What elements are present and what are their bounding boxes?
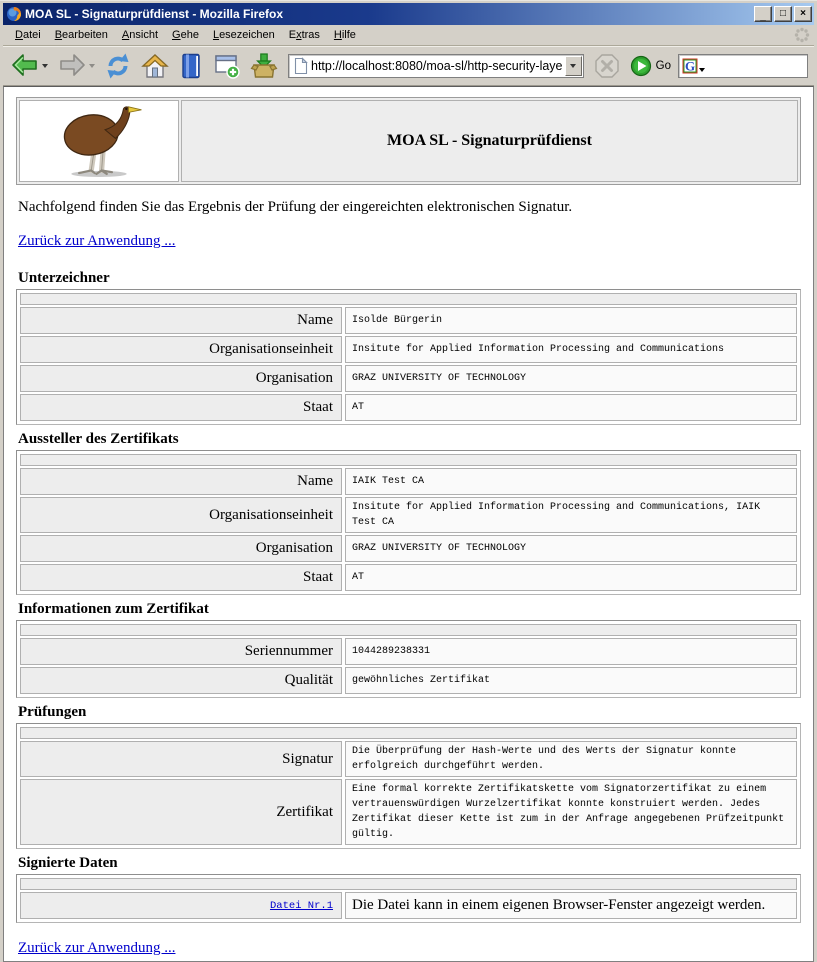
table-row [20,307,797,334]
menubar [3,25,814,46]
reload-button[interactable] [101,49,135,83]
table-row [20,394,797,421]
table-row [20,564,797,591]
section-heading-aussteller: Aussteller des Zertifikats [18,431,179,447]
home-button[interactable] [138,49,172,83]
table-header-strip [20,293,797,305]
stop-button[interactable] [591,50,623,82]
row-label: Organisationseinheit [20,497,342,533]
table-row [20,638,797,665]
table-row [20,497,797,533]
row-label: Staat [20,564,342,591]
url-dropdown-button[interactable] [565,56,582,76]
search-box [678,54,808,78]
google-g-icon [682,58,698,74]
menu-lesezeichen[interactable] [206,26,282,44]
url-input[interactable] [309,59,565,73]
table-signierte-daten [16,874,801,923]
url-bar [288,54,584,78]
go-icon [630,55,652,77]
menu-label: Lesezeichen [212,29,275,41]
menu-label: Datei [15,29,41,41]
table-zertifikat-info [16,620,801,698]
table-unterzeichner [16,289,801,425]
maximize-button[interactable] [774,6,792,22]
table-row [20,468,797,495]
row-value: IAIK Test CA [345,468,797,495]
table-header-strip [20,624,797,636]
table-row [20,667,797,694]
forward-button[interactable] [54,49,98,83]
table-row [20,892,797,919]
table-row [20,741,797,777]
row-label: Organisation [20,535,342,562]
menu-bearbeiten[interactable] [48,26,115,44]
row-value: Insitute for Applied Information Processing and Communications [345,336,797,363]
section-heading-pruefungen: Prüfungen [18,704,87,720]
bookmarks-icon [178,52,204,80]
throbber-icon [794,27,810,43]
page-header [16,97,801,185]
reload-icon [104,52,132,80]
row-label: Zertifikat [20,779,342,845]
maximize-glyph: □ [779,8,787,19]
menu-label: Hilfe [333,29,356,41]
back-icon [10,52,40,80]
back-to-application-link-top[interactable]: Zurück zur Anwendung ... [18,233,176,249]
moa-logo-cell [19,100,179,182]
intro-text: Nachfolgend finden Sie das Ergebnis der Prüfung der eingereichten elektronischen Signatur. [18,199,573,215]
datei-nr1-link[interactable]: Datei Nr.1 [269,899,333,912]
back-link-top-block [18,232,801,250]
menu-label: Ansicht [121,29,159,41]
close-button[interactable] [794,6,812,22]
row-value: AT [345,564,797,591]
row-label: Name [20,307,342,334]
table-row [20,336,797,363]
navigation-toolbar [3,46,814,86]
forward-icon [57,52,87,80]
section-heading-zertifikat-info: Informationen zum Zertifikat [18,601,209,617]
new-window-icon [213,52,241,80]
table-row [20,779,797,845]
table-aussteller [16,450,801,595]
table-row [20,365,797,392]
row-label: Seriennummer [20,638,342,665]
table-row [20,535,797,562]
go-label: Go [655,60,671,72]
row-value: AT [345,394,797,421]
back-to-application-link-bottom[interactable]: Zurück zur Anwendung ... [18,940,176,956]
home-icon [141,52,169,80]
row-label: Name [20,468,342,495]
section-heading-signierte-daten: Signierte Daten [18,855,118,871]
moa-bird-icon [34,101,164,181]
download-icon [250,52,278,80]
row-label: Qualität [20,667,342,694]
row-value: 1044289238331 [345,638,797,665]
svg-text:G: G [684,58,696,74]
window-title: MOA SL - Signaturprüfdienst - Mozilla Firefox [25,7,284,21]
menu-label: Gehe [172,29,199,41]
go-button[interactable] [626,53,675,79]
back-dropdown-icon [42,64,48,68]
row-value: GRAZ UNIVERSITY OF TECHNOLOGY [345,535,797,562]
row-label [20,892,342,919]
table-header-strip [20,454,797,466]
back-link-bottom-block [18,939,801,957]
row-value: GRAZ UNIVERSITY OF TECHNOLOGY [345,365,797,392]
row-label: Signatur [20,741,342,777]
page-icon [293,57,309,75]
row-value: gewöhnliches Zertifikat [345,667,797,694]
table-header-strip [20,878,797,890]
back-button[interactable] [7,49,51,83]
menu-label: Bearbeiten [54,29,108,41]
forward-dropdown-icon [89,64,95,68]
row-value: Die Überprüfung der Hash-Werte und des Werts der Signatur konnte erfolgreich durchgeführt werden. [345,741,797,777]
menu-label: Extras [288,29,320,41]
table-header-strip [20,727,797,739]
row-label: Organisationseinheit [20,336,342,363]
page-content [3,86,814,962]
menu-datei[interactable] [8,26,48,44]
search-input[interactable] [705,58,804,74]
close-glyph: × [800,8,806,19]
row-value: Eine formal korrekte Zertifikatskette vom Signatorzertifikat zu einem vertrauenswürdigen Wurzelzertifikat konnte konstruiert werden. Jedes Zertifikat dieser Kette ist zum in der Anfrage angegebenen Prüfzeitpunkt gültig. [345,779,797,845]
new-window-button[interactable] [210,49,244,83]
titlebar [3,3,814,25]
page-title: MOA SL - Signaturprüfdienst [181,100,798,182]
row-value: Isolde Bürgerin [345,307,797,334]
download-button[interactable] [247,49,281,83]
menu-gehe[interactable] [165,26,206,44]
firefox-icon [6,6,22,22]
row-value: Insitute for Applied Information Processing and Communications, IAIK Test CA [345,497,797,533]
menu-hilfe[interactable] [327,26,363,44]
url-dropdown-icon [570,64,576,68]
minimize-button[interactable] [754,6,772,22]
row-label: Organisation [20,365,342,392]
menu-extras[interactable] [282,26,327,44]
section-heading-unterzeichner: Unterzeichner [18,270,110,286]
menu-ansicht[interactable] [115,26,165,44]
minimize-glyph: _ [760,11,766,22]
row-label: Staat [20,394,342,421]
stop-icon [594,53,620,79]
table-pruefungen [16,723,801,849]
bookmarks-button[interactable] [175,49,207,83]
row-value: Die Datei kann in einem eigenen Browser-Fenster angezeigt werden. [345,892,797,919]
